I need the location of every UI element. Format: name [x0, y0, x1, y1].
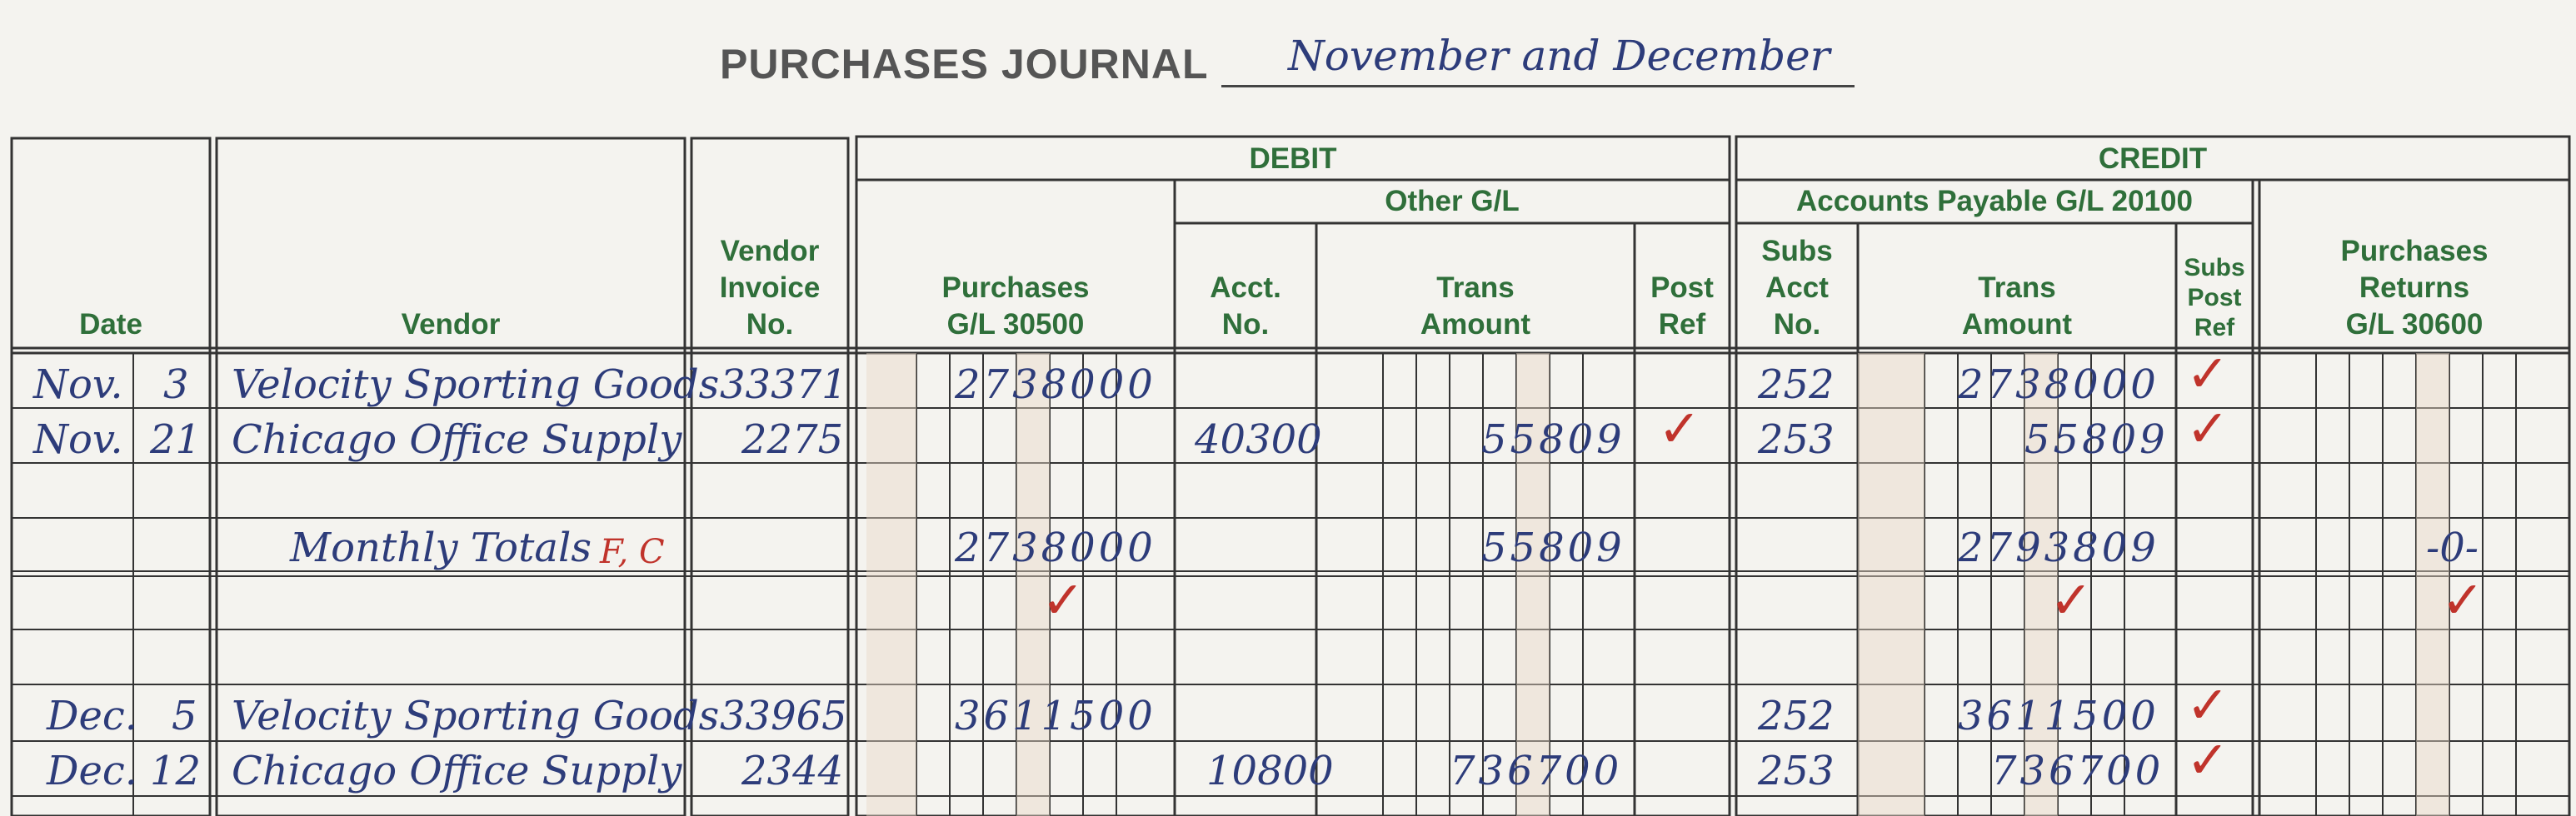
row4-ap-amount: 736700 [1991, 748, 2164, 794]
row1-ap-amount: 2738000 [1958, 361, 2159, 408]
header-purchases: Purchases G/L 30500 [941, 271, 1090, 341]
header-subs-post-ref: Subs Post Ref [2184, 254, 2245, 341]
row4-trans-amount: 736700 [1450, 748, 1623, 794]
header-trans-amount: Trans Amount [1420, 271, 1531, 341]
row4-invoice: 2344 [741, 748, 844, 794]
header-purchases-returns: Purchases Returns G/L 30600 [2340, 235, 2489, 341]
row2-acct-no: 40300 [1195, 416, 1322, 463]
totals-purchases-check: ✓ [1041, 570, 1085, 630]
row3-purchases-amount: 3611500 [955, 693, 1156, 739]
totals-purchases: 2738000 [955, 525, 1156, 571]
row4-month: Dec. [47, 748, 138, 794]
header-subs-acct: Subs Acct No. [1761, 235, 1833, 341]
row3-vendor: Velocity Sporting Goods [232, 693, 720, 739]
row3-day: 5 [172, 693, 197, 739]
row4-vendor: Chicago Office Supply [232, 748, 682, 794]
row1-subs-post-check: ✓ [2186, 343, 2229, 404]
row1-day: 3 [163, 361, 189, 408]
header-date: Date [79, 308, 142, 341]
row4-subs-post-check: ✓ [2186, 729, 2229, 790]
row1-purchases-amount: 2738000 [955, 361, 1156, 408]
totals-returns: -0- [2426, 525, 2479, 571]
row2-subs-acct: 253 [1758, 416, 1835, 463]
header-post-ref: Post Ref [1650, 271, 1714, 341]
row1-invoice: 33371 [720, 361, 847, 408]
row2-invoice: 2275 [741, 416, 844, 463]
header-acct-no: Acct. No. [1210, 271, 1281, 341]
header-debit: DEBIT [1249, 142, 1337, 175]
totals-returns-check: ✓ [2441, 570, 2484, 630]
journal-title: PURCHASES JOURNAL [720, 41, 1209, 87]
row2-day: 21 [150, 416, 202, 463]
row2-trans-amount: 55809 [1481, 416, 1625, 463]
row4-day: 12 [150, 748, 202, 794]
header-other-gl: Other G/L [1385, 185, 1520, 217]
row3-invoice: 33965 [720, 693, 847, 739]
header-ap-trans-amount: Trans Amount [1961, 271, 2073, 341]
totals-trans-amount: 55809 [1481, 525, 1625, 571]
row1-vendor: Velocity Sporting Goods [232, 361, 720, 408]
row1-subs-acct: 252 [1758, 361, 1835, 408]
row4-acct-no: 10800 [1206, 748, 1334, 794]
row4-subs-acct: 253 [1758, 748, 1835, 794]
totals-ap-check: ✓ [2049, 570, 2093, 630]
row2-month: Nov. [33, 416, 123, 463]
row2-post-ref-check: ✓ [1658, 398, 1701, 459]
row3-ap-amount: 3611500 [1958, 693, 2159, 739]
row3-subs-post-check: ✓ [2186, 674, 2229, 735]
header-vendor: Vendor [401, 308, 501, 341]
row2-subs-post-check: ✓ [2186, 398, 2229, 459]
row3-month: Dec. [47, 693, 138, 739]
totals-marks: F, C [600, 533, 665, 571]
row2-vendor: Chicago Office Supply [232, 416, 682, 463]
totals-ap-amount: 2793809 [1958, 525, 2159, 571]
journal-period: November and December [1288, 32, 1830, 80]
totals-label: Monthly Totals [290, 525, 592, 571]
header-credit: CREDIT [2098, 142, 2208, 175]
row2-ap-amount: 55809 [2024, 416, 2169, 463]
row3-subs-acct: 252 [1758, 693, 1835, 739]
row1-month: Nov. [33, 361, 123, 408]
header-invoice: Vendor Invoice No. [719, 235, 821, 341]
header-accounts-payable: Accounts Payable G/L 20100 [1796, 185, 2193, 217]
